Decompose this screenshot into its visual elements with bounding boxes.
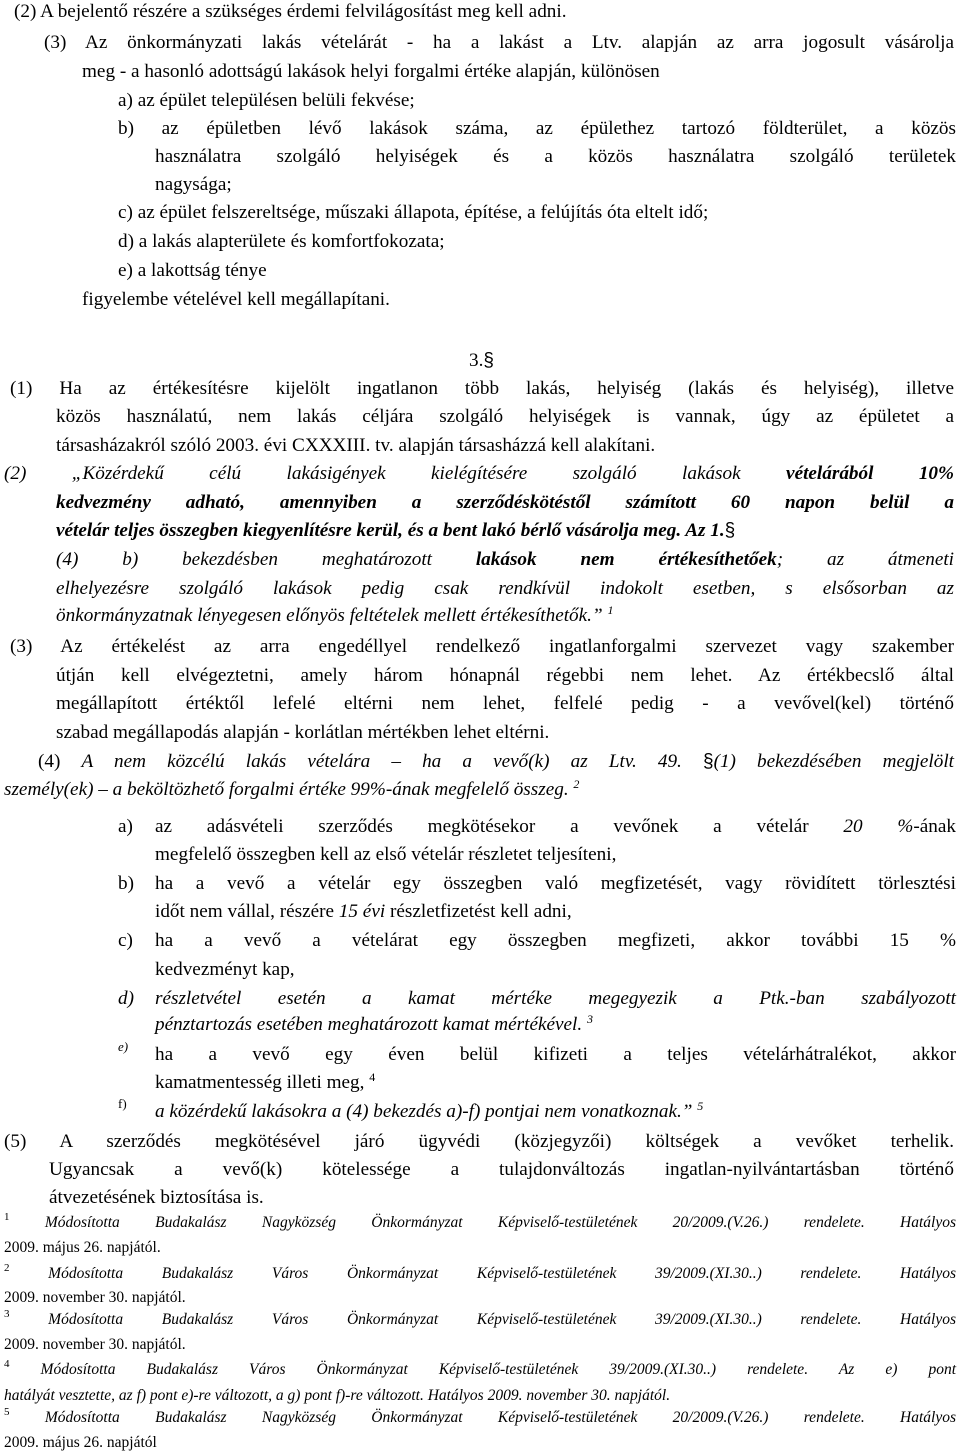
- footnote-cont: hatályát vesztette, az f) pont e)-re változott, a g) pont f)-re változott. Hatályos 2009. november 30. napjától.: [4, 1387, 671, 1404]
- intro-line: meg - a hasonló adottságú lakások helyi forgalmi értéke alapján, különösen: [82, 61, 660, 82]
- item-label: d): [118, 988, 134, 1009]
- footnote-cont: 2009. november 30. napjától.: [4, 1336, 186, 1353]
- footnote-ref: 5: [697, 1099, 704, 1113]
- item-d-line: pénztartozás esetében meghatározott kamat mértékével. $^3$: [155, 1012, 593, 1035]
- paragraph-4-line: (4) A nem közcélú lakás vételára – ha a vevő(k) az Ltv. 49. §(1) bekezdésében megjelölt: [38, 751, 954, 772]
- paragraph-5-line: (5) A szerződés megkötésével járó ügyvédi (közjegyzői) költségek a vevőket terhelik.: [4, 1131, 954, 1152]
- footnote: $^5$ Módosította Budakalász Nagyközség Önkormányzat Képviselő-testületének 20/2009.(V.26.) rendelete. Hatályos: [4, 1406, 956, 1426]
- intro-line: (3) Az önkormányzati lakás vételárát - ha a lakást a Ltv. alapján az arra jogosult vásárolja: [44, 32, 954, 53]
- intro-line: e) a lakottság ténye: [118, 260, 267, 281]
- footnote-ref: 4: [369, 1070, 376, 1084]
- footnote-cont: 2009. május 26. napjától: [4, 1434, 157, 1451]
- intro-line: nagysága;: [155, 174, 232, 195]
- item-c-line: ha a vevő a vételárat egy összegben megfizeti, akkor további 15 %: [155, 930, 956, 951]
- paragraph-2-line: önkormányzatnak lényegesen előnyös feltételek mellett értékesíthetők.” $^1$: [56, 603, 614, 626]
- paragraph-2-line: (4) b) bekezdésben meghatározott lakások nem értékesíthetőek; az átmeneti: [56, 549, 954, 570]
- paragraph-2-line: kedvezmény adható, amennyiben a szerződéskötéstől számított 60 napon belül a: [56, 492, 954, 513]
- footnote-cont: 2009. november 30. napjától.: [4, 1289, 186, 1306]
- paragraph-5-line: átvezetésének biztosítása is.: [49, 1187, 264, 1208]
- item-e-line: ha a vevő egy éven belül kifizeti a teljes vételárhátralékot, akkor: [155, 1044, 956, 1065]
- intro-line: c) az épület felszereltsége, műszaki állapota, építése, a felújítás óta eltelt idő;: [118, 202, 709, 223]
- paragraph-3-line: megállapított értéktől lefelé eltérni nem lehet, felfelé pedig - a vevővel(kel) történő: [56, 693, 954, 714]
- section-heading: 3.§: [469, 350, 494, 371]
- item-label: c): [118, 930, 133, 951]
- paragraph-3-line: útján kell elvégeztetni, amely három hónapnál régebbi nem lehet. Az értékbecslő által: [56, 665, 954, 686]
- intro-line: b) az épületben lévő lakások száma, az épülethez tartozó földterület, a közös: [118, 118, 956, 139]
- paragraph-3-line: szabad megállapodás alapján - korlátlan mértékben lehet eltérni.: [56, 722, 550, 743]
- item-a-line: az adásvételi szerződés megkötésekor a vevőnek a vételár 20 %-ának: [155, 816, 956, 837]
- paragraph-1-line: (1) Ha az értékesítésre kijelölt ingatlanon több lakás, helyiség (lakás és helyiség), illetve: [10, 378, 954, 399]
- footnote-cont: 2009. május 26. napjától.: [4, 1239, 161, 1256]
- item-f-line: a közérdekű lakásokra a (4) bekezdés a)-f) pontjai nem vonatkoznak.” $^5$: [155, 1099, 704, 1122]
- footnote: $^2$ Módosította Budakalász Város Önkormányzat Képviselő-testületének 39/2009.(XI.30..) rendelete. Hatályos: [4, 1262, 956, 1282]
- paragraph-1-line: társasházakról szóló 2003. évi CXXXIII. tv. alapján társasházzá kell alakítani.: [56, 435, 656, 456]
- intro-line: a) az épület településen belüli fekvése;: [118, 90, 415, 111]
- footnote: $^3$ Módosította Budakalász Város Önkormányzat Képviselő-testületének 39/2009.(XI.30..) rendelete. Hatályos: [4, 1308, 956, 1328]
- item-label: a): [118, 816, 133, 837]
- intro-line: használatra szolgáló helyiségek és a közös használatra szolgáló területek: [155, 146, 956, 167]
- item-label: e): [118, 1039, 129, 1054]
- item-label: f): [118, 1096, 127, 1111]
- footnote-ref: 3: [586, 1012, 593, 1026]
- item-label: b): [118, 873, 134, 894]
- item-b-line: ha a vevő a vételár egy összegben való megfizetését, vagy rövidített törlesztési: [155, 873, 956, 894]
- intro-line: d) a lakás alapterülete és komfortfokozata;: [118, 231, 445, 252]
- footnote: $^1$ Módosította Budakalász Nagyközség Önkormányzat Képviselő-testületének 20/2009.(V.26.) rendelete. Hatályos: [4, 1211, 956, 1231]
- paragraph-3-line: (3) Az értékelést az arra engedéllyel rendelkező ingatlanforgalmi szervezet vagy szakember: [10, 636, 954, 657]
- intro-line: (2) A bejelentő részére a szükséges érdemi felvilágosítást meg kell adni.: [14, 1, 567, 22]
- item-d-line: részletvétel esetén a kamat mértéke megegyezik a Ptk.-ban szabályozott: [155, 988, 956, 1009]
- footnote-ref: 2: [573, 777, 580, 791]
- paragraph-5-line: Ugyancsak a vevő(k) kötelessége a tulajdonváltozás ingatlan-nyilvántartásban történő: [49, 1159, 954, 1180]
- item-b-line: időt nem vállal, részére 15 évi részletfizetést kell adni,: [155, 901, 572, 922]
- intro-line: figyelembe vételével kell megállapítani.: [82, 289, 390, 310]
- paragraph-1-line: közös használatú, nem lakás céljára szolgáló helyiségek is vannak, úgy az épületet a: [56, 406, 954, 427]
- footnote: $^4$ Módosította Budakalász Város Önkormányzat Képviselő-testületének 39/2009.(XI.30..) rendelete. Az e) pont: [4, 1358, 957, 1378]
- paragraph-4-line: személy(ek) – a beköltözhető forgalmi értéke 99%-ának megfelelő összeg. $^2$: [4, 777, 580, 800]
- footnote-ref: 1: [607, 603, 614, 617]
- paragraph-2-line: (2) „Közérdekű célú lakásigények kielégítésére szolgáló lakások vételárából 10%: [4, 463, 954, 484]
- item-a-line: megfelelő összegben kell az első vételár részletet teljesíteni,: [155, 844, 617, 865]
- item-c-line: kedvezményt kap,: [155, 959, 295, 980]
- paragraph-2-line: vételár teljes összegben kiegyenlítésre kerül, és a bent lakó bérlő vásárolja meg. Az 1.§: [56, 520, 736, 541]
- item-e-line: kamatmentesség illeti meg, $^4$: [155, 1070, 376, 1093]
- paragraph-2-line: elhelyezésre szolgáló lakások pedig csak rendkívül indokolt esetben, s elsősorban az: [56, 578, 954, 599]
